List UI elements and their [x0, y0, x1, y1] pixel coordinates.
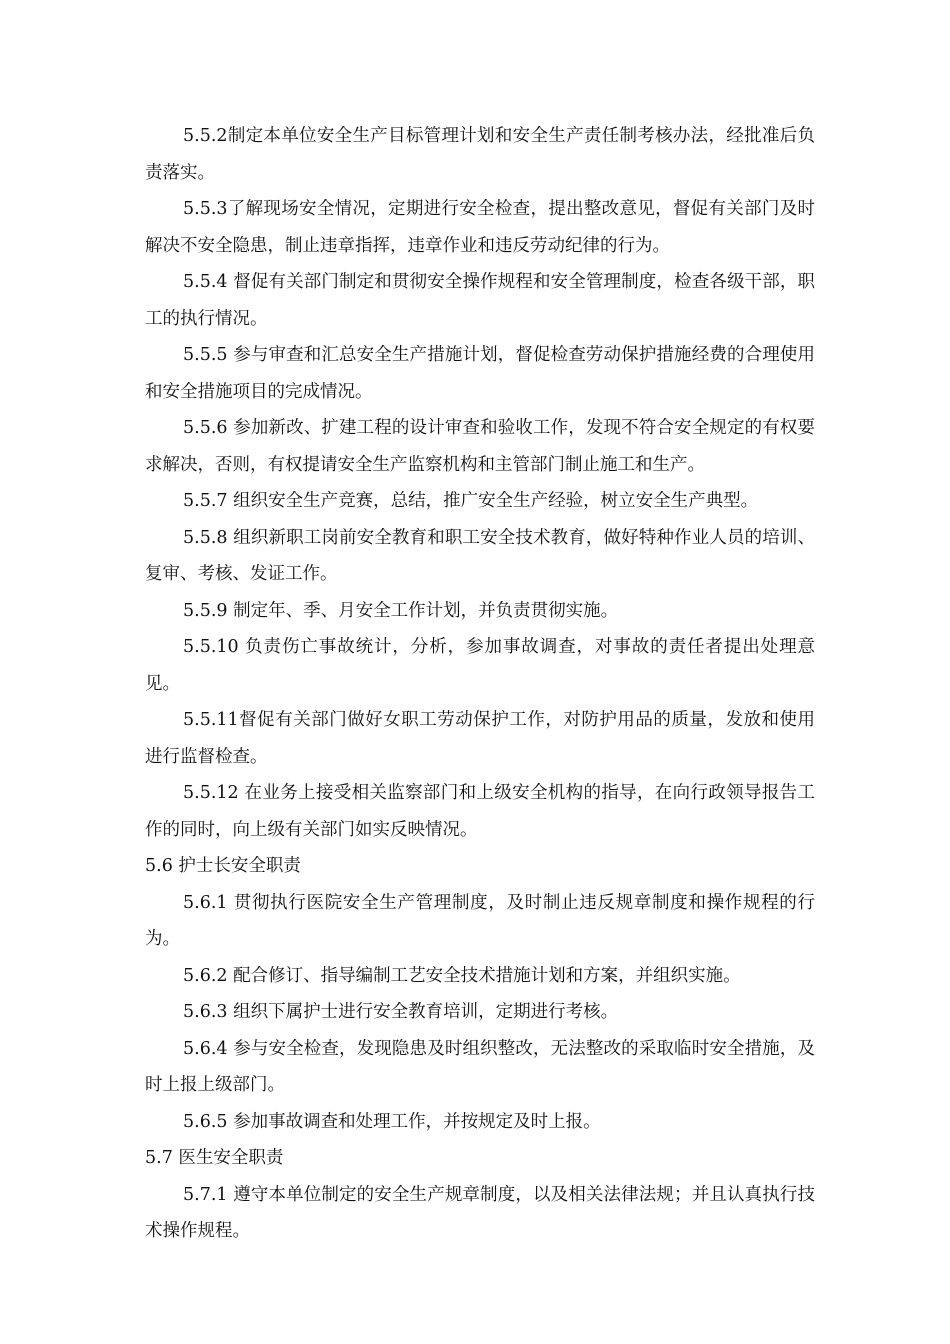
clause-5-5-10: 5.5.10 负责伤亡事故统计，分析，参加事故调查，对事故的责任者提出处理意见。	[145, 637, 815, 694]
clause-5-5-2: 5.5.2制定本单位安全生产目标管理计划和安全生产责任制考核办法，经批准后负责落实。	[145, 126, 815, 183]
section-heading-5-7: 5.7 医生安全职责	[145, 1148, 284, 1168]
clause-5-6-5: 5.6.5 参加事故调查和处理工作，并按规定及时上报。	[183, 1111, 601, 1132]
clause-5-6-1: 5.6.1 贯彻执行医院安全生产管理制度，及时制止违反规章制度和操作规程的行为。	[145, 892, 815, 949]
clause-5-5-6: 5.5.6 参加新改、扩建工程的设计审查和验收工作，发现不符合安全规定的有权要求解决，否则，有权提请安全生产监察机构和主管部门制止施工和生产。	[145, 418, 815, 475]
clause-5-5-11: 5.5.11督促有关部门做好女职工劳动保护工作，对防护用品的质量，发放和使用进行监督检查。	[145, 710, 815, 767]
clause-5-7-1: 5.7.1 遵守本单位制定的安全生产规章制度，以及相关法律法规；并且认真执行技术操作规程。	[145, 1184, 815, 1241]
clause-5-5-12: 5.5.12 在业务上接受相关监察部门和上级安全机构的指导，在向行政领导报告工作的同时，向上级有关部门如实反映情况。	[145, 783, 815, 840]
clause-5-5-5: 5.5.5 参与审查和汇总安全生产措施计划，督促检查劳动保护措施经费的合理使用和安全措施项目的完成情况。	[145, 345, 815, 402]
clause-5-6-3: 5.6.3 组织下属护士进行安全教育培训，定期进行考核。	[183, 1002, 619, 1022]
clause-5-5-9: 5.5.9 制定年、季、月安全工作计划，并负责贯彻实施。	[183, 600, 619, 621]
clause-5-5-3: 5.5.3了解现场安全情况，定期进行安全检查，提出整改意见，督促有关部门及时解决不安全隐患，制止违章指挥，违章作业和违反劳动纪律的行为。	[145, 199, 815, 256]
section-heading-5-6: 5.6 护士长安全职责	[145, 856, 301, 876]
clause-5-5-7: 5.5.7 组织安全生产竞赛，总结，推广安全生产经验，树立安全生产典型。	[183, 491, 759, 511]
document-page	[145, 118, 815, 1250]
clause-5-6-4: 5.6.4 参与安全检查，发现隐患及时组织整改，无法整改的采取临时安全措施，及时上报上级部门。	[145, 1038, 815, 1095]
clause-5-5-4: 5.5.4 督促有关部门制定和贯彻安全操作规程和安全管理制度，检查各级干部，职工的执行情况。	[145, 272, 815, 329]
clause-5-6-2: 5.6.2 配合修订、指导编制工艺安全技术措施计划和方案，并组织实施。	[183, 965, 741, 986]
clause-5-5-8: 5.5.8 组织新职工岗前安全教育和职工安全技术教育，做好特种作业人员的培训、复审、考核、发证工作。	[145, 527, 815, 584]
